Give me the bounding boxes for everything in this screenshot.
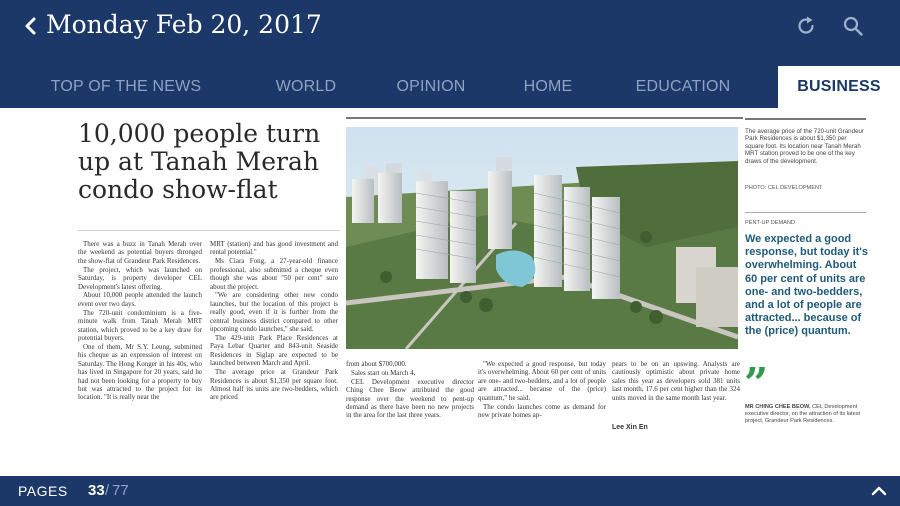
article-paragraph: CEL Development executive director Ching Chee Beow attributed the good response over the weekend to pent-up demand as there have been no new projects in the area for the last three years. [346, 377, 474, 420]
app-header [0, 0, 900, 108]
headline-divider [78, 230, 340, 231]
article-column-4 [478, 360, 606, 440]
article-paragraph: from about $700,000. [346, 360, 407, 368]
sidebar-divider-2 [745, 212, 866, 213]
article-paragraph: The average price at Grandeur Park Residences is about $1,350 per square foot. Almost half its units are two-bedders, which are priced [210, 368, 338, 402]
article-paragraph: One of them, Mr S.Y. Leung, submitted his cheque as an expression of interest on Saturday. The Hong Konger in his 40s, who has lived in Singapore for 20 years, said he had not been looking for a property to buy but was attracted to the project for its location. "It is really near the [78, 342, 202, 402]
article-paragraph: The condo launches come as demand for new private homes ap- [478, 402, 606, 419]
current-page-number: 33 [88, 482, 105, 499]
article-column-3 [346, 360, 474, 440]
search-icon [842, 15, 864, 37]
search-button[interactable] [839, 12, 867, 40]
article-column-5 [612, 360, 740, 422]
top-divider [346, 117, 743, 119]
article-paragraph: "We are considering other new condo launches, but the location of this project is really good, even if it is further from the central business district compared to other upcoming condo launches," she said. [210, 291, 338, 334]
article-paragraph: The project, which was launched on Saturday, is property developer CEL Development's latest offering. [78, 265, 202, 291]
tab-education[interactable]: EDUCATION [635, 78, 731, 95]
tab-opinion[interactable]: OPINION [396, 78, 466, 95]
article-paragraph: "We expected a good response, but today it's overwhelming. About 60 per cent of units are one- and two-bedders, and a lot of people are attracted... because of the (price) quantum," he said. [478, 360, 606, 402]
tab-top-of-the-news[interactable]: TOP OF THE NEWS [50, 78, 202, 95]
page-separator: / [105, 482, 110, 499]
article-column-2 [210, 240, 338, 436]
back-button[interactable] [18, 12, 42, 40]
article-paragraph: pears to be on an upswing. Analysts are cautiously optimistic about private home sales this year as developers sold 381 units last month, 17.6 per cent higher than the 324 units moved in the same month last year. [612, 360, 740, 402]
condo-aerial-photo [346, 127, 738, 349]
attribution-text: CEL Development executive director, on the attraction of its latest project, Grandeur Park Residences. [745, 404, 861, 424]
attribution-name: MR CHING CHEE BEOW, [745, 404, 811, 410]
article-byline: Lee Xin En [612, 424, 648, 431]
article-paragraph: The 720-unit condominium is a five-minute walk from Tanah Merah MRT station, which proved to be a key draw for potential buyers. [78, 308, 202, 342]
section-tabs [0, 66, 900, 108]
tab-home[interactable]: HOME [523, 78, 573, 95]
chevron-up-icon [871, 485, 887, 497]
article-paragraph: Sales start on March 4. [351, 368, 416, 377]
quote-mark-icon: ” [744, 359, 769, 408]
refresh-button[interactable] [792, 12, 820, 40]
article-paragraph: MRT (station) and has good investment and rental potential." [210, 240, 338, 257]
edition-date-title: Monday Feb 20, 2017 [46, 10, 322, 39]
back-chevron-icon [23, 16, 37, 36]
pages-label[interactable]: PAGES [18, 483, 68, 499]
article-column-1 [78, 240, 202, 436]
quote-attribution [745, 404, 870, 424]
page-navigation-bar [0, 476, 900, 506]
article-paragraph: About 10,000 people attended the launch event over two days. [78, 291, 202, 308]
article-paragraph: Ms Ciara Fong, a 27-year-old finance professional, also submitted a cheque even though she was about "50 per cent" sure about the project. [210, 257, 338, 291]
pullquote: We expected a good response, but today it's overwhelming. About 60 per cent of units are one- and two-bedders, and a lot of people are attracted... because of the (price) quantum. [745, 233, 869, 338]
tab-world[interactable]: WORLD [275, 78, 337, 95]
newspaper-page[interactable] [0, 108, 900, 476]
pullquote-label: PENT-UP DEMAND [745, 220, 795, 226]
tab-business[interactable]: BUSINESS [778, 66, 900, 108]
photo-caption: The average price of the 720-unit Grandeur Park Residences is about $1,350 per square foot. Its location near Tanah Merah MRT station proved to be one of the key draws of the development. [745, 128, 865, 165]
article-headline: 10,000 people turn up at Tanah Merah condo show-flat [78, 119, 321, 204]
sidebar-divider [745, 118, 866, 120]
refresh-icon [795, 15, 817, 37]
article-paragraph: There was a buzz in Tanah Merah over the weekend as potential buyers thronged the show-flat of Grandeur Park Residences. [78, 240, 202, 265]
total-page-count: 77 [112, 482, 129, 499]
expand-pages-button[interactable] [866, 478, 892, 504]
article-paragraph: The 429-unit Park Place Residences at Paya Lebar Quarter and 843-unit Seaside Residences in Siglap are expected to be launched between March and April. [210, 333, 338, 368]
condo-rendering-image [346, 127, 738, 349]
photo-credit: PHOTO: CEL DEVELOPMENT [745, 185, 823, 191]
